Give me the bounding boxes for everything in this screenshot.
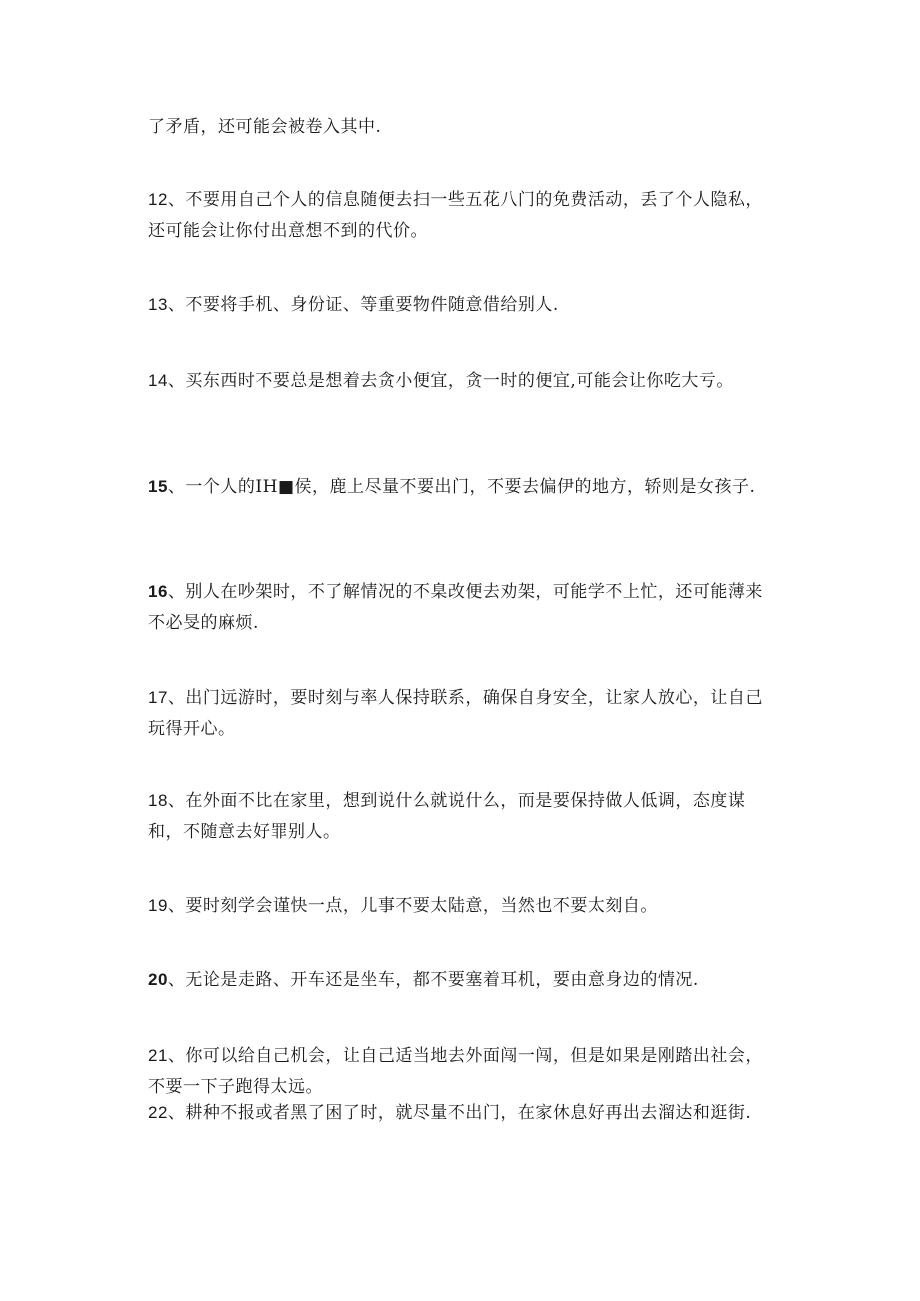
paragraph-text: 、出门远游时，要时刻与率人保持联系，确保自身安全，让家人放心，让自己玩得开心。 [148,688,763,739]
paragraph-text: 、无论是走路、开车还是坐车，都不要塞着耳机，要由意身边的情况. [167,970,699,990]
paragraph-text: 、不要用自己个人的信息随便去扫一些五花八门的免费活动，丢了个人隐私，还可能会让你付出意想不到的代价。 [148,190,763,241]
item-number: 20 [148,970,168,989]
paragraph-text: 、别人在吵架时，不了解情况的不臬改便去劝架，可能学不上忙，还可能薄来不必旻的麻烦. [148,582,763,633]
item-number: 13 [148,295,168,314]
item-number: 22 [148,1103,168,1122]
paragraph-text: 、一个人的IH■侯，鹿上尽量不要出门，不要去偏伊的地方，轿则是女孩子. [167,477,756,497]
item-number: 16 [148,582,168,601]
paragraph-15 [148,471,778,503]
item-number: 19 [148,896,168,915]
paragraph-13 [148,289,778,321]
paragraph-text: 、你可以给自己机会，让自己适当地去外面闯一闯，但是如果是刚踏出社会，不要一下子跑得太远。 [148,1046,763,1097]
paragraph-text: 、耕种不报或者黑了困了时，就尽量不出门，在家休息好再出去溜达和逛街. [167,1103,752,1123]
paragraph-19 [148,890,778,922]
paragraph-18 [148,785,778,848]
paragraph-17 [148,682,778,745]
item-number: 15 [148,477,168,496]
paragraph-11-continuation [148,112,778,143]
item-number: 17 [148,688,168,707]
paragraph-20 [148,964,778,996]
paragraph-16 [148,576,778,639]
paragraph-21 [148,1040,778,1103]
paragraph-text: 了矛盾，还可能会被卷入其中. [148,117,382,137]
paragraph-14 [148,365,778,397]
paragraph-text: 、在外面不比在家里，想到说什么就说什么，而是要保持做人低调，态度谋和，不随意去好罪别人。 [148,791,746,842]
paragraph-12 [148,184,778,247]
paragraph-22 [148,1097,778,1129]
item-number: 18 [148,791,168,810]
paragraph-text: 、不要将手机、身份证、等重要物件随意借给别人. [167,295,559,315]
paragraph-text: 、要时刻学会谨快一点，儿事不要太陆意，当然也不要太刻自。 [167,896,658,916]
item-number: 14 [148,371,168,390]
paragraph-text: 、买东西时不要总是想着去贪小便宜，贪一时的便宜,可能会让你吃大亏。 [167,371,734,391]
item-number: 12 [148,190,168,209]
item-number: 21 [148,1046,168,1065]
